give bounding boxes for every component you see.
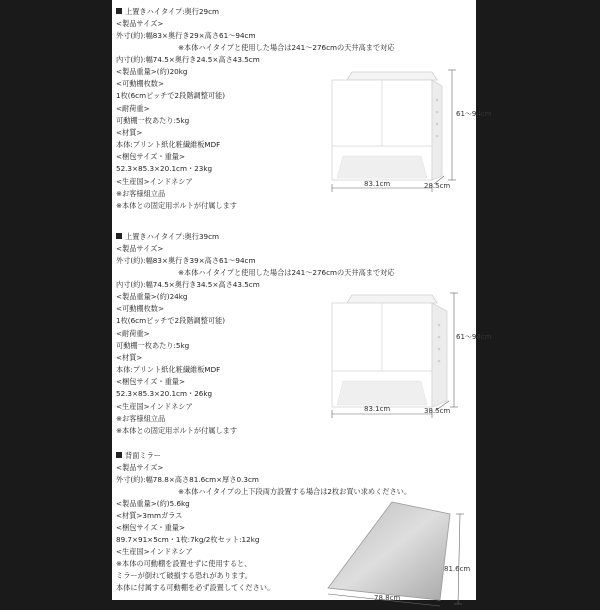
cabinet-illustration [317,60,467,195]
spec-note: ※本体ハイタイプと使用した場合は241～276cmの天井高まで対応 [178,268,395,277]
spec-line: <梱包サイズ・重量> [116,377,185,386]
spec-line: 52.3×85.3×20.1cm・26kg [116,389,213,398]
spec-line: <可動棚枚数> [116,79,164,88]
spec-line: 89.7×91×5cm・1枚:7kg/2枚セット:12kg [116,535,260,544]
spec-line: <梱包サイズ・重量> [116,152,185,161]
square-bullet-icon [116,452,122,458]
cabinet-illustration [317,285,467,420]
spec-line: 52.3×85.3×20.1cm・23kg [116,164,213,173]
spec-line: ※お客様組立品 [116,189,166,198]
square-bullet-icon [116,8,122,14]
spec-line: <材質>3mmガラス [116,511,183,520]
width-dimension: 78.8cm [374,594,401,602]
spec-line: 可動棚一枚あたり:5kg [116,341,190,350]
spec-line: ミラーが倒れて破損する恐れがあります。 [116,571,252,580]
spec-line: 1枚(6cmピッチで2段階調整可能) [116,91,226,100]
spec-line: ※本体との固定用ボルトが付属します [116,426,238,435]
spec-line: <生産国>インドネシア [116,547,193,556]
spec-line: 1枚(6cmピッチで2段階調整可能) [116,316,226,325]
spec-line: ※お客様組立品 [116,414,166,423]
spec-line: <材質> [116,128,143,137]
spec-note: ※本体ハイタイプの上下段両方設置する場合は2枚お買い求めください。 [178,487,412,496]
spec-line: <製品重量>(約)5.6kg [116,499,190,508]
height-dimension: 61～94cm [456,110,492,118]
spec-line: <製品重量>(約)24kg [116,292,188,301]
width-dimension: 83.1cm [364,405,391,413]
spec-line: ※本体の可動棚を設置せずに使用すると、 [116,559,252,568]
section-title: 上置きハイタイプ:奥行29cm [116,6,219,17]
product-spec-sheet [112,0,492,602]
spec-line: 外寸(約):幅83×奥行き29×高さ61～94cm [116,31,256,40]
spec-line: <梱包サイズ・重量> [116,523,185,532]
spec-line: 本体:プリント紙化粧繊維板MDF [116,140,221,149]
spec-line: <可動棚枚数> [116,304,164,313]
spec-line: <生産国>インドネシア [116,402,193,411]
spec-line: 外寸(約):幅83×奥行き39×高さ61～94cm [116,256,256,265]
spec-line: <製品重量>(約)20kg [116,67,188,76]
spec-line: 本体に付属する可動棚を必ず設置してください。 [116,583,275,592]
height-dimension: 61～94cm [456,333,492,341]
width-dimension: 83.1cm [364,180,391,188]
section-title: 背面ミラー [116,450,161,461]
spec-note: ※本体ハイタイプと使用した場合は241～276cmの天井高まで対応 [178,43,395,52]
spec-line: <耐荷重> [116,329,150,338]
section-title: 上置きハイタイプ:奥行39cm [116,231,219,242]
spec-line: <製品サイズ> [116,463,164,472]
depth-dimension: 38.5cm [424,407,451,415]
spec-line: 内寸(約):幅74.5×奥行き34.5×高さ43.5cm [116,280,260,289]
spec-line: 可動棚一枚あたり:5kg [116,116,190,125]
spec-line: <生産国>インドネシア [116,177,193,186]
height-dimension: 81.6cm [444,565,471,573]
spec-line: <耐荷重> [116,104,150,113]
spec-line: <製品サイズ> [116,19,164,28]
spec-line: <材質> [116,353,143,362]
spec-line: 内寸(約):幅74.5×奥行き24.5×高さ43.5cm [116,55,260,64]
depth-dimension: 28.5cm [424,182,451,190]
spec-line: ※本体との固定用ボルトが付属します [116,201,238,210]
spec-line: 外寸(約):幅78.8×高さ81.6cm×厚さ0.3cm [116,475,259,484]
spec-line: <製品サイズ> [116,244,164,253]
spec-line: 本体:プリント紙化粧繊維板MDF [116,365,221,374]
square-bullet-icon [116,233,122,239]
